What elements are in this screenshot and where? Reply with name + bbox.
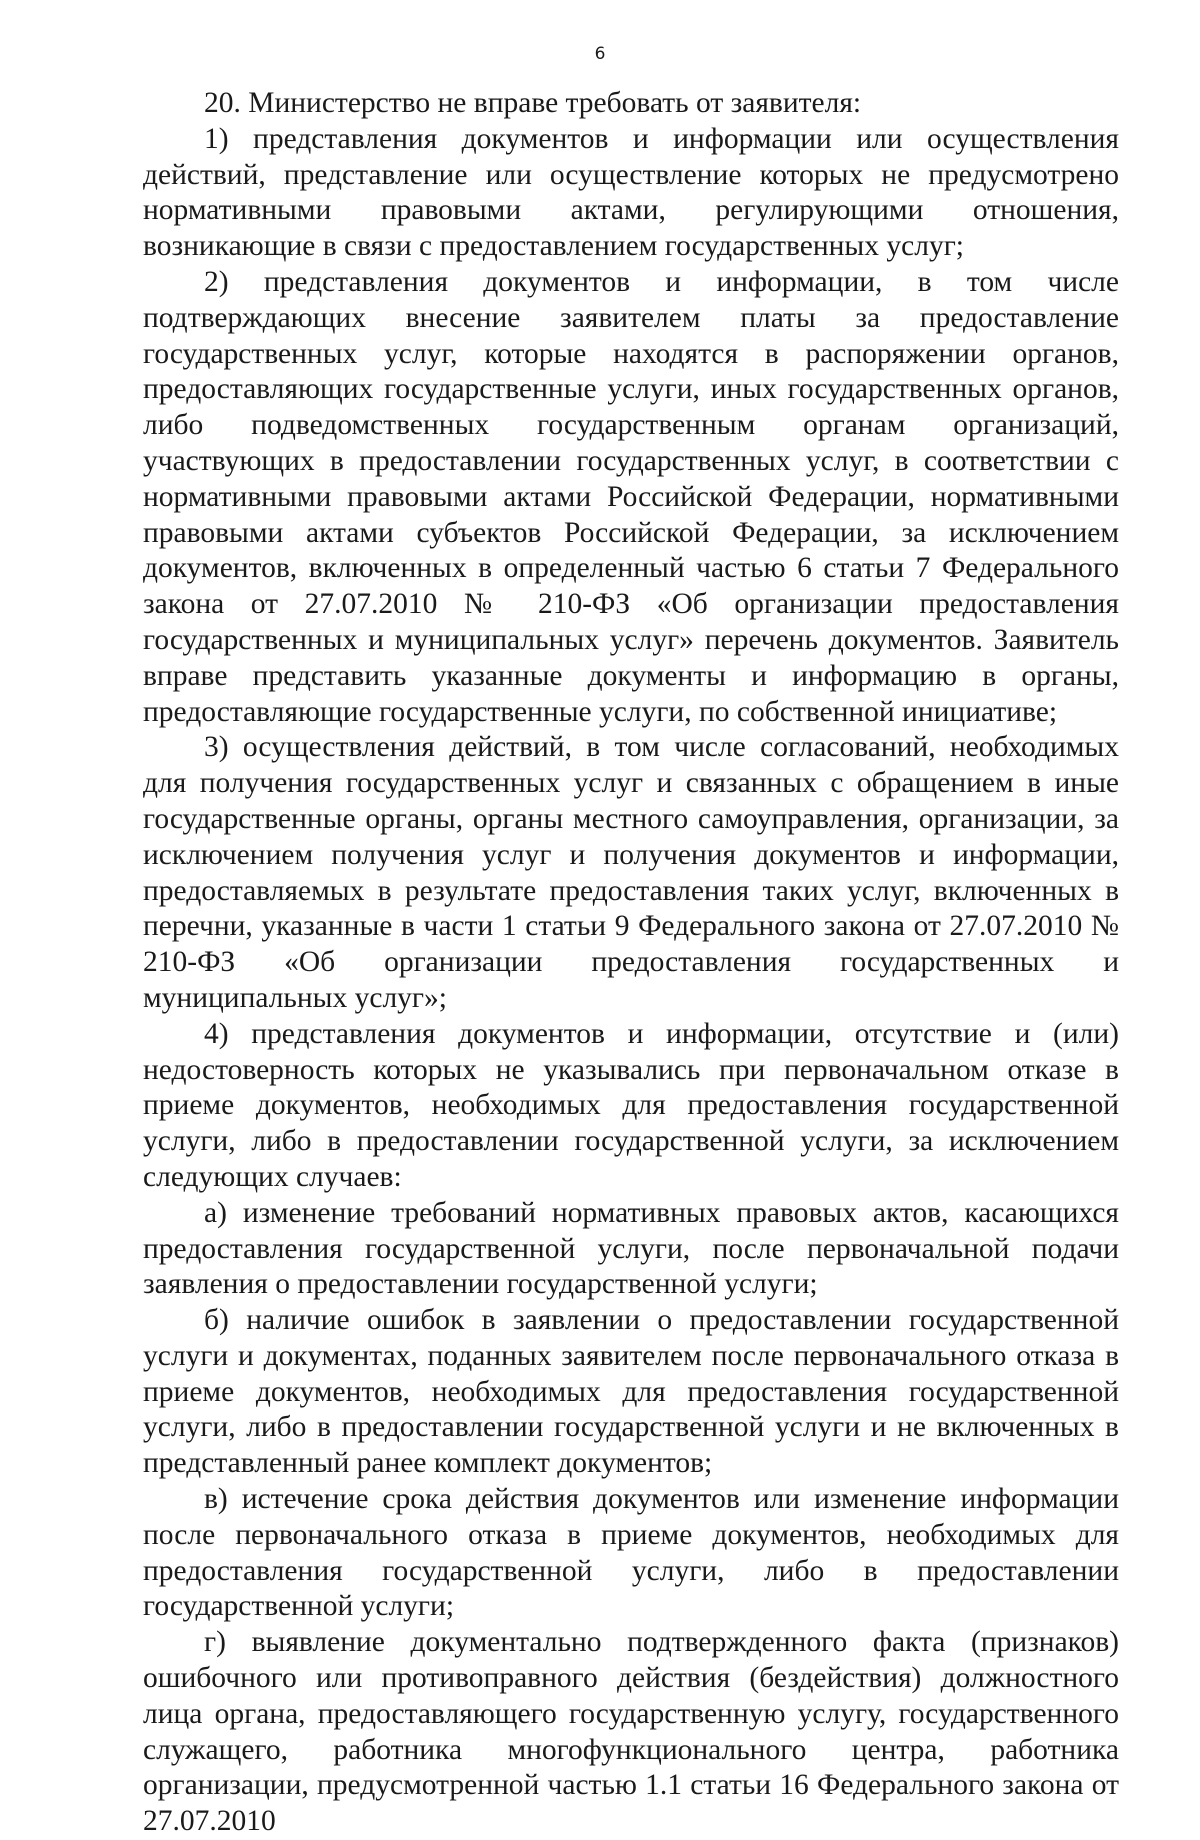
paragraph-case-a: а) изменение требований нормативных правовых актов, касающихся предоставления государственной услуги, после первоначальной подачи заявления о предоставлении государственной услуги; (143, 1196, 1119, 1301)
paragraph-subitem-2: 2) представления документов и информации, в том числе подтверждающих внесение заявителем платы за предоставление государственных услуг, которые находятся в распоряжении органов, предоставляющих государственные услуги, иных государственных органов, либо подведомственных государственным органам организаций, участвующих в предоставлении государственных услуг, в соответствии с нормативными правовыми актами Российской Федерации, нормативными правовыми актами субъектов Российской Федерации, за исключением документов, включенных в определенный частью 6 статьи 7 Федерального закона от 27.07.2010 № 210-ФЗ «Об организации предоставления государственных и муниципальных услуг» перечень документов. Заявитель вправе представить указанные документы и информацию в органы, предоставляющие государственные услуги, по собственной инициативе; (143, 265, 1119, 728)
paragraph-case-g: г) выявление документально подтвержденного факта (признаков) ошибочного или противоправного действия (бездействия) должностного лица органа, предоставляющего государственную услугу, государственного служащего, работника многофункционального центра, работника организации, предусмотренной частью 1.1 статьи 16 Федерального закона от 27.07.2010 (143, 1626, 1119, 1838)
paragraph-subitem-1: 1) представления документов и информации или осуществления действий, представление или осуществление которых не предусмотрено нормативными правовыми актами, регулирующими отношения, возникающие в связи с предоставлением государственных услуг; (143, 122, 1119, 263)
paragraph-subitem-3: 3) осуществления действий, в том числе согласований, необходимых для получения государственных услуг и связанных с обращением в иные государственные органы, органы местного самоуправления, организации, за исключением получения услуг и получения документов и информации, предоставляемых в результате предоставления таких услуг, включенных в перечни, указанные в части 1 статьи 9 Федерального закона от 27.07.2010 № 210-ФЗ «Об организации предоставления государственных и муниципальных услуг»; (143, 731, 1119, 1014)
paragraph-case-v: в) истечение срока действия документов или изменение информации после первоначального отказа в приеме документов, необходимых для предоставления государственной услуги, либо в предоставлении государственной услуги; (143, 1483, 1119, 1623)
paragraph-subitem-4: 4) представления документов и информации, отсутствие и (или) недостоверность которых не указывались при первоначальном отказе в приеме документов, необходимых для предоставления государственной услуги, либо в предоставлении государственной услуги, за исключением следующих случаев: (143, 1017, 1119, 1193)
document-body (143, 86, 1119, 1840)
paragraph-item-20-heading: 20. Министерство не вправе требовать от заявителя: (204, 87, 862, 119)
paragraph-case-b: б) наличие ошибок в заявлении о предоставлении государственной услуги и документах, поданных заявителем после первоначального отказа в приеме документов, необходимых для предоставления государственной услуги, либо в предоставлении государственной услуги и не включенных в представленный ранее комплект документов; (143, 1304, 1119, 1480)
page-number: 6 (594, 44, 606, 64)
